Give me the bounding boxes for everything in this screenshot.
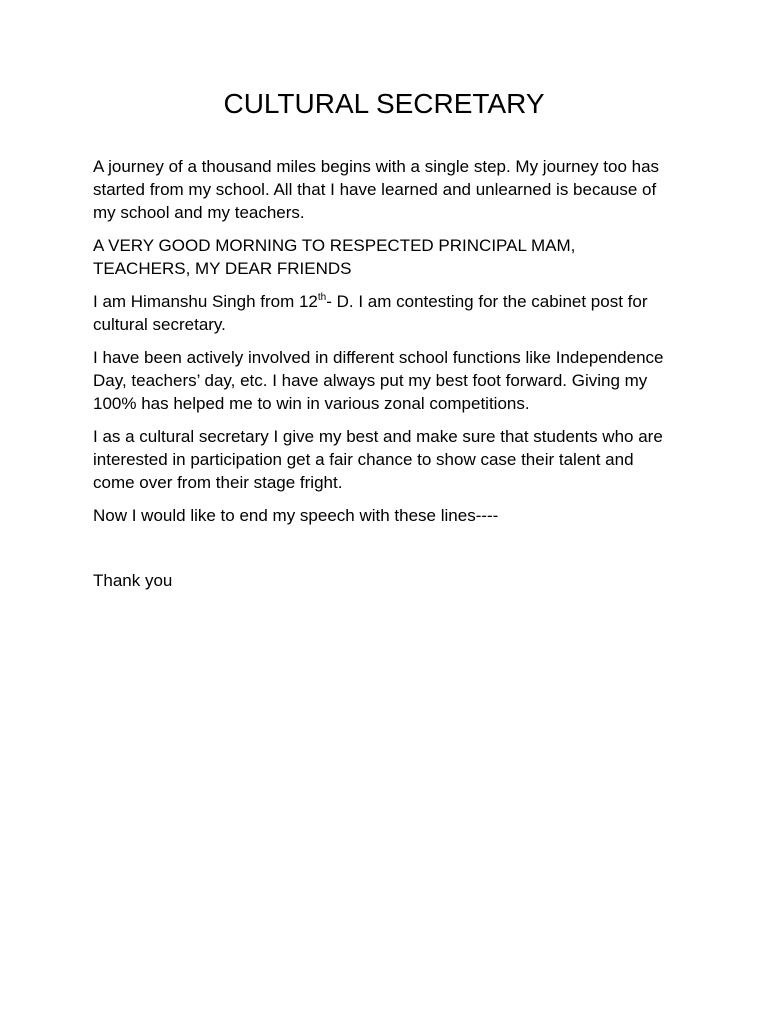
grade-superscript: th (317, 292, 327, 303)
closing-lines-paragraph: Now I would like to end my speech with these lines---- (93, 506, 499, 525)
intro-text-start: I am Himanshu Singh from 12 (93, 292, 318, 311)
page-title: CULTURAL SECRETARY (223, 88, 545, 119)
speech-body (93, 155, 673, 602)
intro-paragraph: A journey of a thousand miles begins with a single step. My journey too has started from my school. All that I have learned and unlearned is because of my school and my teachers. (93, 157, 660, 222)
introduction-paragraph (93, 290, 673, 336)
greeting-paragraph: A VERY GOOD MORNING TO RESPECTED PRINCIPAL MAM, TEACHERS, MY DEAR FRIENDS (93, 236, 576, 278)
experience-paragraph: I have been actively involved in different school functions like Independence Day, teachers’ day, etc. I have always put my best foot forward. Giving my 100% has helped me to win in various zonal competitions. (93, 348, 664, 413)
promise-paragraph: I as a cultural secretary I give my best and make sure that students who are interested in participation get a fair chance to show case their talent and come over from their stage fright. (93, 427, 663, 492)
thank-you-text: Thank you (93, 571, 173, 590)
intro-text-end: - D. I am contesting for the cabinet post for cultural secretary. (93, 292, 648, 334)
